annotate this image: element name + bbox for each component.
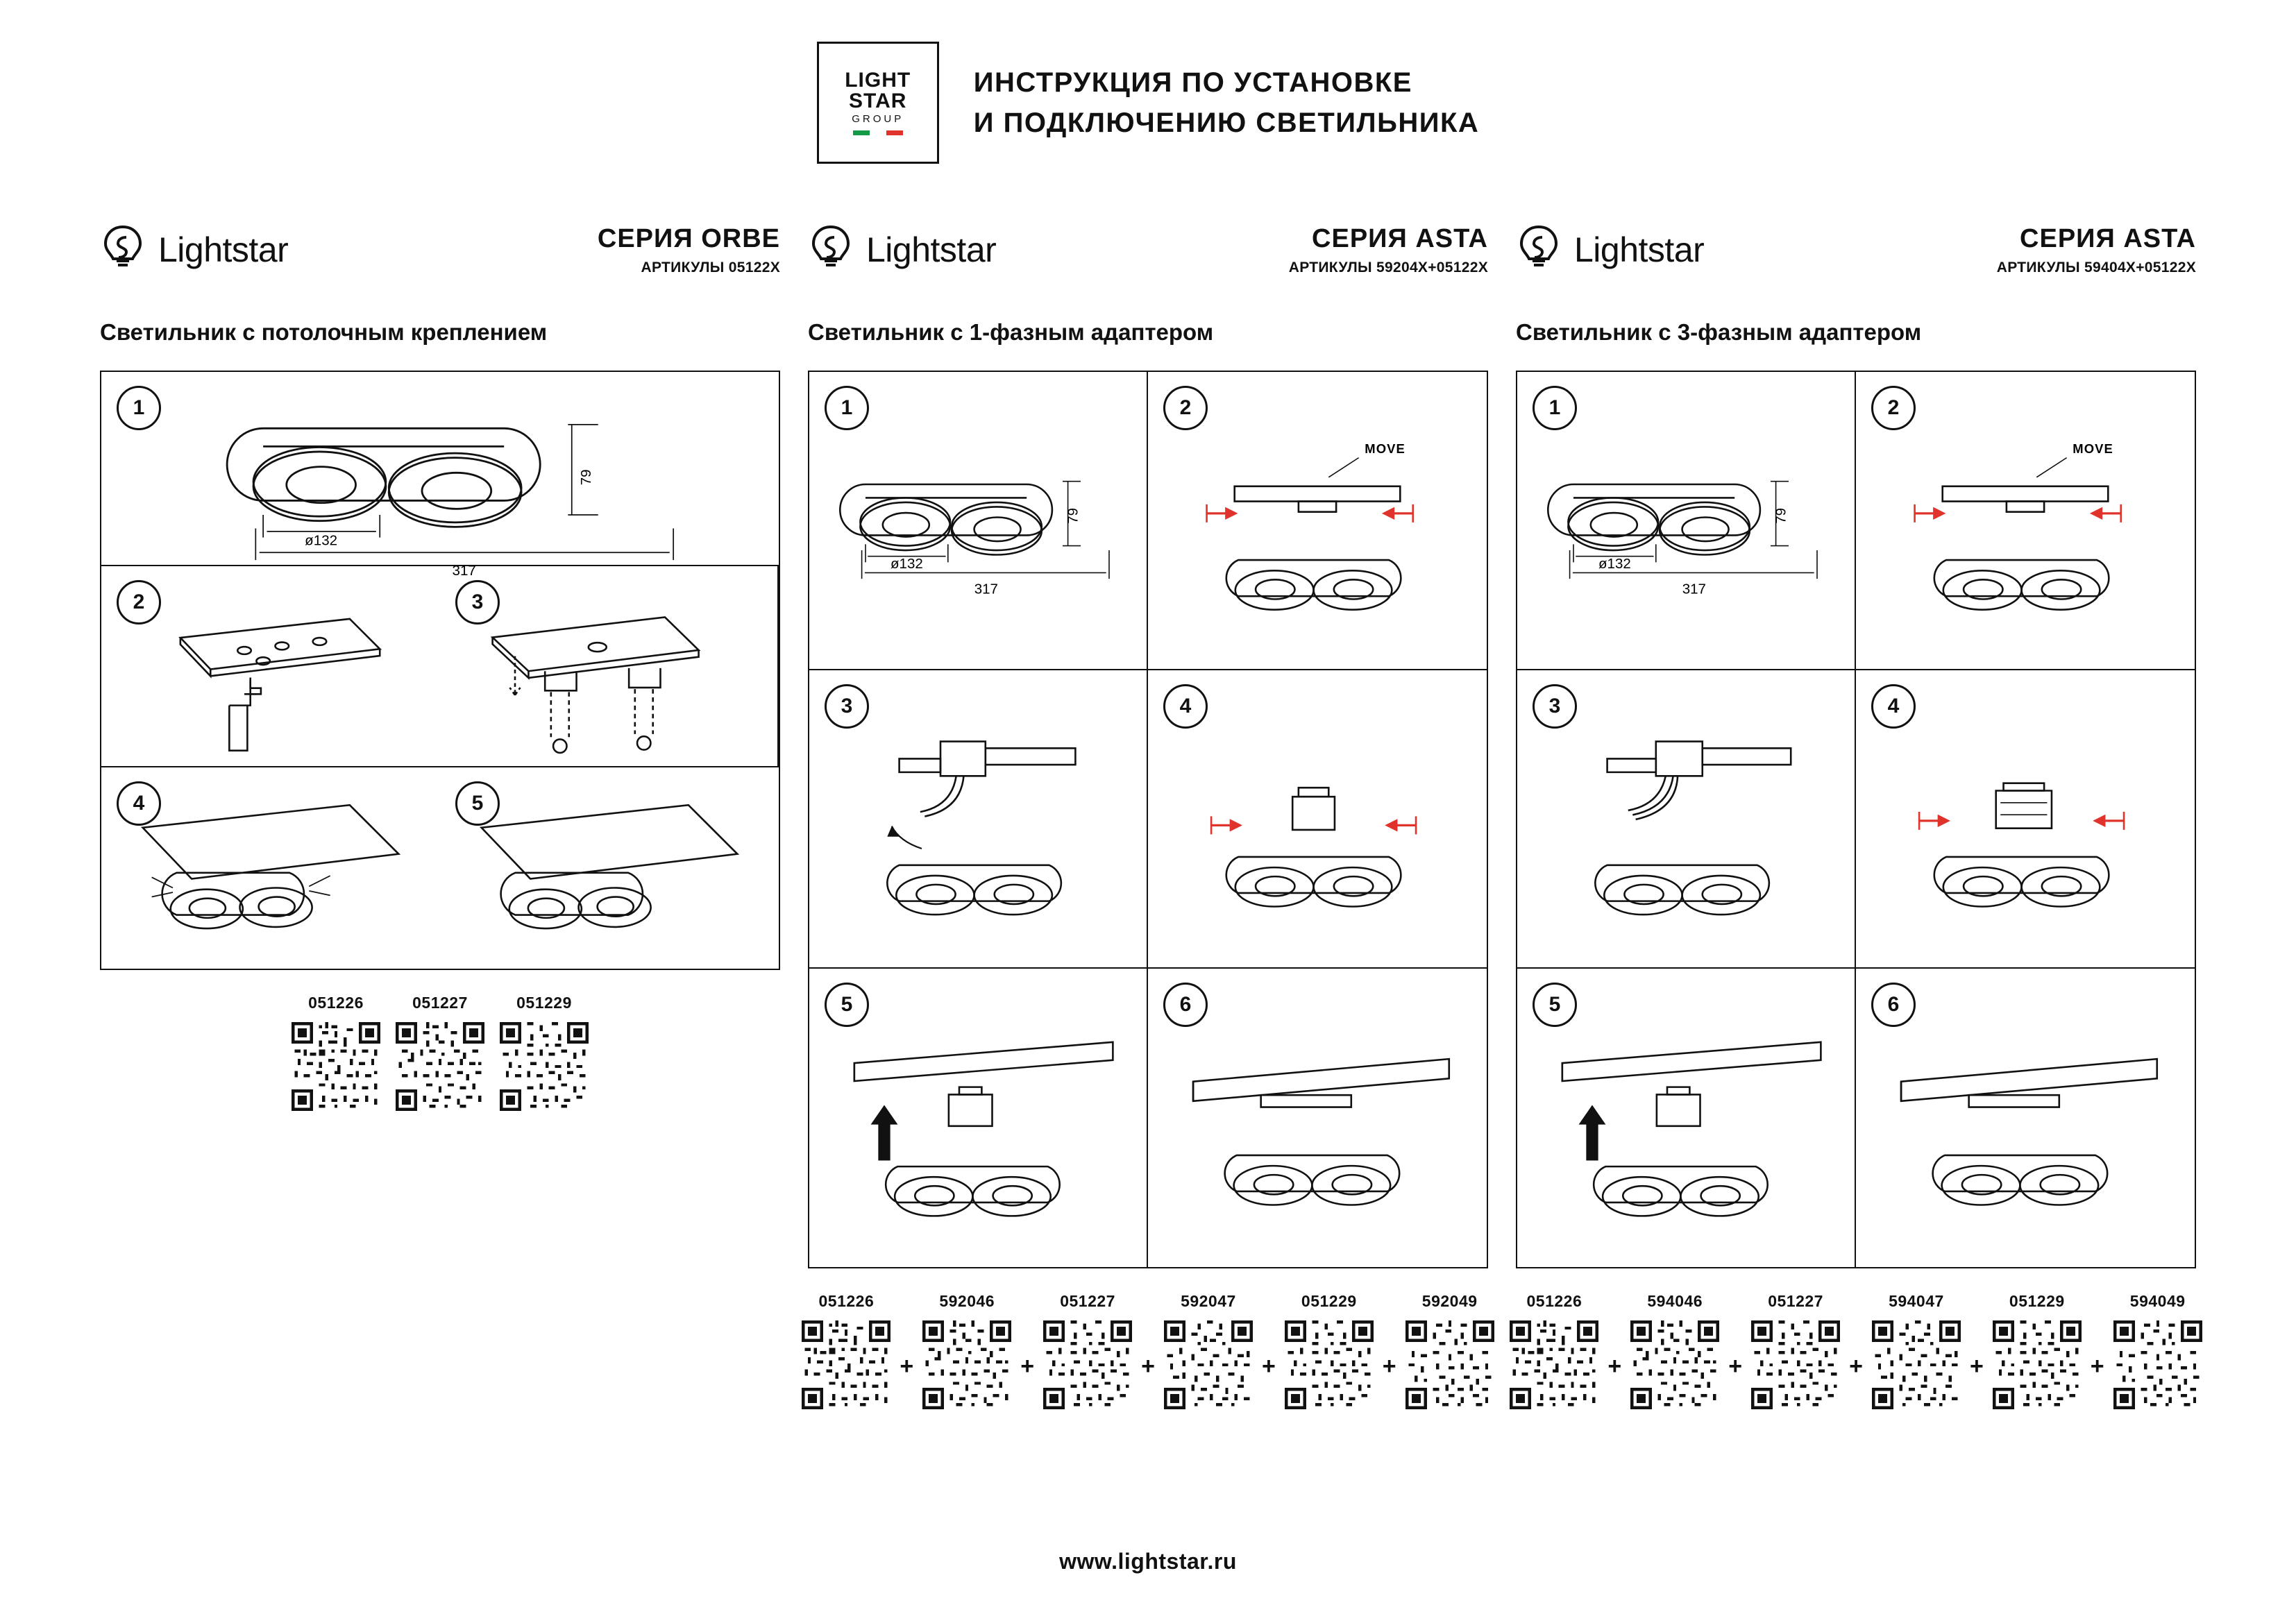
plus-separator: + [1020, 1353, 1035, 1379]
plus-separator: + [1969, 1353, 1984, 1379]
code-label: 051229 [1301, 1292, 1357, 1310]
plus-separator: + [1141, 1353, 1155, 1379]
step-cell-2 [1856, 372, 2195, 670]
series-name: СЕРИЯ ASTA [1312, 224, 1488, 254]
code-item [915, 1292, 1019, 1409]
code-group [492, 994, 596, 1111]
step-number: 1 [825, 386, 869, 430]
step-cell-5 [1517, 969, 1856, 1267]
svg-text:MOVE: MOVE [1365, 441, 1406, 457]
series-info [1014, 223, 1488, 277]
plus-separator: + [900, 1353, 914, 1379]
logo-line-1: LIGHT [845, 69, 911, 92]
step-3-illustration [440, 566, 777, 783]
steps-grid [100, 371, 780, 970]
step-2-illustration [1148, 372, 1487, 695]
code-item [1156, 1292, 1260, 1409]
code-group [1036, 1292, 1277, 1409]
step-cell-4 [1856, 670, 2195, 969]
plus-separator: + [1607, 1353, 1622, 1379]
qr-code-icon [1285, 1320, 1374, 1409]
lightstar-wordmark: Lightstar [866, 230, 997, 269]
column-subtitle: Светильник с потолочным креплением [100, 319, 548, 345]
qr-code-icon [1751, 1320, 1840, 1409]
lightstar-logo [808, 225, 996, 275]
steps-grid [1516, 371, 2196, 1268]
code-item [1398, 1292, 1502, 1409]
code-label: 051227 [1768, 1292, 1823, 1310]
code-label: 594049 [2129, 1292, 2186, 1310]
code-label: 592049 [1421, 1292, 1478, 1310]
step-number: 2 [117, 580, 161, 624]
lightstar-bulb-icon [808, 225, 854, 275]
svg-text:317: 317 [452, 562, 476, 579]
qr-code-icon [1510, 1320, 1598, 1409]
code-item [284, 994, 388, 1111]
step-cell-4 [1148, 670, 1487, 969]
svg-text:ø132: ø132 [1598, 555, 1631, 572]
code-label: 051226 [818, 1292, 875, 1310]
svg-text:79: 79 [1773, 507, 1789, 524]
code-label: 051226 [1526, 1292, 1582, 1310]
step-number: 2 [1163, 386, 1208, 430]
lightstar-wordmark: Lightstar [1574, 230, 1705, 269]
qr-code-icon [1872, 1320, 1961, 1409]
qr-code-icon [922, 1320, 1011, 1409]
plus-separator: + [1728, 1353, 1743, 1379]
step-3-illustration [1517, 670, 1855, 992]
step-5-illustration [1517, 969, 1855, 1291]
step-number: 5 [825, 983, 869, 1027]
step-number: 6 [1163, 983, 1208, 1027]
code-group [794, 1292, 1036, 1409]
lightstar-wordmark: Lightstar [158, 230, 289, 269]
step-2-illustration [101, 566, 440, 784]
code-item [1985, 1292, 2089, 1409]
step-number: 3 [455, 580, 500, 624]
code-label: 594046 [1647, 1292, 1703, 1310]
code-label: 051227 [412, 994, 468, 1012]
step-number: 1 [1533, 386, 1577, 430]
step-number: 4 [117, 781, 161, 826]
series-articles: АРТИКУЛЫ 59404Х+05122Х [1996, 259, 2196, 275]
series-info [306, 223, 780, 277]
logo-line-2: STAR [848, 90, 907, 112]
lightstar-group-logo [817, 42, 939, 164]
page-title-line-2: И ПОДКЛЮЧЕНИЮ СВЕТИЛЬНИКА [973, 108, 1480, 138]
plus-separator: + [1849, 1353, 1863, 1379]
page-title [974, 62, 1480, 143]
svg-text:ø132: ø132 [305, 532, 338, 549]
step-number: 1 [117, 386, 161, 430]
step-cell-1 [101, 372, 779, 579]
instruction-columns [0, 208, 2296, 1409]
code-group [1502, 1292, 1744, 1409]
code-item [794, 1292, 898, 1409]
step-1-illustration [101, 372, 779, 583]
logo-line-3: GROUP [852, 113, 904, 125]
step-cell-6 [1856, 969, 2195, 1267]
code-label: 051229 [2009, 1292, 2065, 1310]
column-asta-1phase [794, 208, 1502, 1409]
svg-text:79: 79 [577, 469, 594, 486]
column-subtitle: Светильник с 1-фазным адаптером [808, 319, 1214, 345]
lightstar-bulb-icon [100, 225, 146, 275]
qr-code-icon [1043, 1320, 1132, 1409]
page-header [0, 42, 2296, 164]
step-cell-5 [440, 767, 779, 969]
italian-flag-icon [853, 130, 903, 135]
column-header [808, 208, 1488, 291]
code-item [1502, 1292, 1606, 1409]
column-header [100, 208, 780, 291]
lightstar-logo [1516, 225, 1704, 275]
step-cell-1 [1517, 372, 1856, 670]
product-codes [100, 994, 780, 1111]
step-number: 3 [1533, 684, 1577, 729]
column-subtitle: Светильник с 3-фазным адаптером [1516, 319, 1922, 345]
series-articles: АРТИКУЛЫ 59204Х+05122Х [1288, 259, 1488, 275]
code-label: 051229 [516, 994, 572, 1012]
step-5-illustration [440, 767, 779, 985]
code-item [2106, 1292, 2210, 1409]
code-label: 051226 [308, 994, 364, 1012]
code-item [1277, 1292, 1381, 1409]
step-number: 5 [1533, 983, 1577, 1027]
step-cell-6 [1148, 969, 1487, 1267]
lightstar-logo [100, 225, 288, 275]
step-1-illustration [809, 372, 1147, 694]
code-label: 592046 [939, 1292, 995, 1310]
code-group [1985, 1292, 2210, 1409]
qr-code-icon [2113, 1320, 2202, 1409]
step-cell-1 [809, 372, 1148, 670]
qr-code-icon [802, 1320, 890, 1409]
step-number: 5 [455, 781, 500, 826]
code-group [388, 994, 492, 1111]
footer-website[interactable]: www.lightstar.ru [1059, 1549, 1237, 1574]
step-cell-3 [809, 670, 1148, 969]
code-item [1864, 1292, 1968, 1409]
step-4-illustration [1856, 670, 2195, 994]
code-item [1036, 1292, 1140, 1409]
step-5-illustration [809, 969, 1147, 1291]
code-item [492, 994, 596, 1111]
qr-code-icon [1406, 1320, 1494, 1409]
code-item [1623, 1292, 1727, 1409]
step-6-illustration [1856, 969, 2195, 1292]
column-asta-3phase [1502, 208, 2210, 1409]
product-codes [808, 1292, 1488, 1409]
step-2-illustration [1856, 372, 2195, 695]
step-number: 4 [1163, 684, 1208, 729]
lightstar-bulb-icon [1516, 225, 1562, 275]
code-item [1744, 1292, 1848, 1409]
step-number: 2 [1871, 386, 1916, 430]
step-4-illustration [1148, 670, 1487, 994]
qr-code-icon [1993, 1320, 2082, 1409]
step-number: 3 [825, 684, 869, 729]
step-1-illustration [1517, 372, 1855, 694]
qr-code-icon [292, 1022, 380, 1111]
svg-text:317: 317 [1682, 581, 1706, 597]
page-title-line-1: ИНСТРУКЦИЯ ПО УСТАНОВКЕ [973, 67, 1412, 98]
svg-text:317: 317 [974, 581, 998, 597]
step-6-illustration [1148, 969, 1487, 1292]
qr-code-icon [500, 1022, 589, 1111]
qr-code-icon [396, 1022, 484, 1111]
column-header [1516, 208, 2196, 291]
qr-code-icon [1164, 1320, 1253, 1409]
step-cell-3 [1517, 670, 1856, 969]
step-number: 6 [1871, 983, 1916, 1027]
plus-separator: + [1261, 1353, 1276, 1379]
step-cell-3 [440, 566, 779, 767]
svg-text:MOVE: MOVE [2073, 441, 2113, 457]
step-cell-5 [809, 969, 1148, 1267]
step-cell-4 [101, 767, 440, 969]
series-info [1722, 223, 2196, 277]
series-articles: АРТИКУЛЫ 05122Х [641, 259, 780, 275]
code-group [284, 994, 388, 1111]
series-name: СЕРИЯ ASTA [2020, 224, 2196, 254]
code-label: 594047 [1889, 1292, 1944, 1310]
series-name: СЕРИЯ ORBE [597, 224, 780, 254]
svg-text:79: 79 [1065, 507, 1081, 524]
step-cell-2 [101, 566, 440, 767]
step-3-illustration [809, 670, 1147, 992]
column-orbe [86, 208, 794, 1409]
code-item [388, 994, 492, 1111]
svg-text:ø132: ø132 [890, 555, 923, 572]
plus-separator: + [2090, 1353, 2104, 1379]
code-label: 051227 [1060, 1292, 1115, 1310]
step-cell-2 [1148, 372, 1487, 670]
plus-separator: + [1382, 1353, 1396, 1379]
code-group [1277, 1292, 1502, 1409]
code-label: 592047 [1181, 1292, 1236, 1310]
code-group [1744, 1292, 1985, 1409]
steps-grid [808, 371, 1488, 1268]
product-codes [1516, 1292, 2196, 1409]
step-4-illustration [101, 767, 440, 985]
qr-code-icon [1630, 1320, 1719, 1409]
step-number: 4 [1871, 684, 1916, 729]
